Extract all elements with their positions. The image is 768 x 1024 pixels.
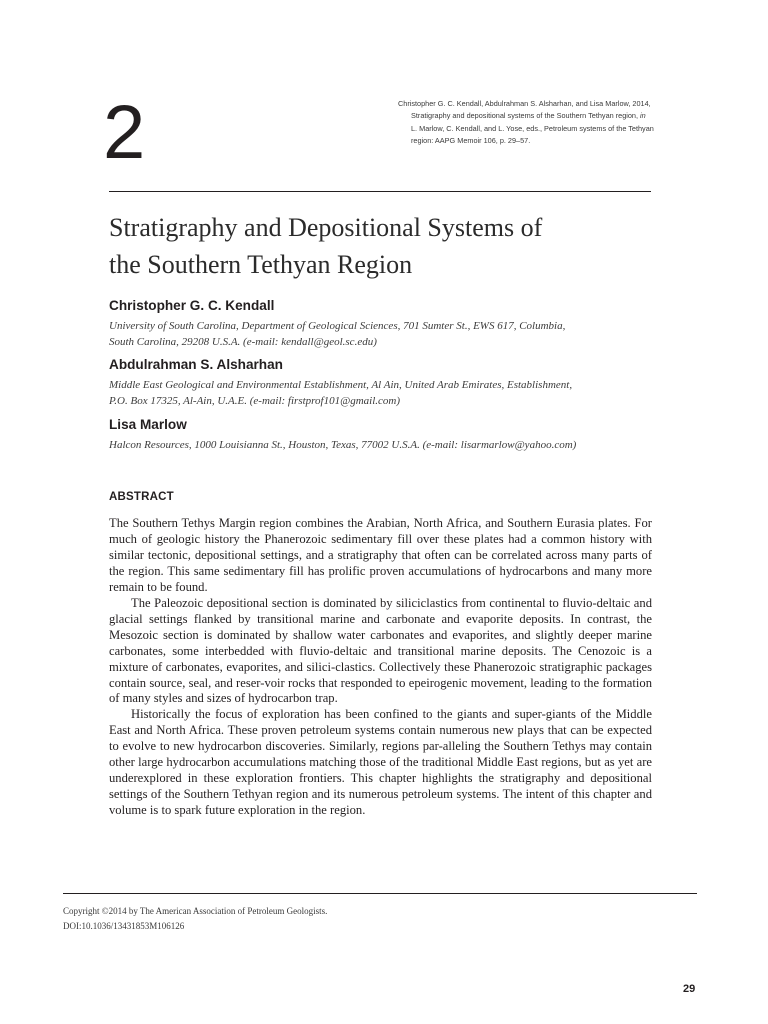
copyright-notice: Copyright ©2014 by The American Association of Petroleum Geologists. — [63, 906, 328, 916]
author-affiliation-marlow — [109, 437, 669, 453]
doi-text: DOI:10.1036/13431853M106126 — [63, 921, 185, 931]
citation-line-2 — [398, 110, 648, 122]
page-number: 29 — [683, 983, 696, 995]
author-affiliation-alsharhan — [109, 377, 669, 409]
affiliation-line: University of South Carolina, Department of Geological Sciences, 701 Sumter St., EWS 617, Columbia, — [109, 320, 566, 332]
author-affiliation-kendall — [109, 318, 669, 350]
abstract-paragraph-3: Historically the focus of exploration has been confined to the giants and super-giants of the Middle East and North Africa. These proven petroleum systems contain numerous new plays that can be expected to evolve to new hydrocarbon discoveries. Similarly, regions par-alleling the Southern Tethys may contain other large hydrocarbon accumulations matching those of the traditional Middle East regions, but as yet are underexplored in these exploration frontiers. This chapter highlights the stratigraphy and depositional settings of the Southern Tethyan region and its numerous petroleum systems. The intent of this chapter and volume is to spark future exploration in the region. — [109, 707, 652, 818]
chapter-title-line-2: the Southern Tethyan Region — [109, 250, 413, 279]
title-divider — [109, 191, 651, 192]
affiliation-line: Halcon Resources, 1000 Louisianna St., Houston, Texas, 77002 U.S.A. (e-mail: lisarmarlow@yahoo.com) — [109, 439, 577, 451]
footer-divider — [63, 893, 697, 894]
citation-in-italic: in — [638, 111, 646, 121]
citation-line-3: L. Marlow, C. Kendall, and L. Yose, eds., Petroleum systems of the Tethyan — [411, 123, 654, 133]
affiliation-line: Middle East Geological and Environmental Establishment, Al Ain, United Arab Emirates, Establishment, — [109, 379, 573, 391]
author-name-kendall: Christopher G. C. Kendall — [109, 298, 275, 313]
affiliation-line: South Carolina, 29208 U.S.A. (e-mail: kendall@geol.sc.edu) — [109, 336, 377, 348]
chapter-title-line-1: Stratigraphy and Depositional Systems of — [109, 213, 543, 242]
citation-line-2-text: Stratigraphy and depositional systems of the Southern Tethyan region, — [411, 111, 639, 121]
citation-line-4: region: AAPG Memoir 106, p. 29–57. — [411, 135, 531, 145]
abstract-paragraph-2: The Paleozoic depositional section is dominated by siliciclastics from continental to fluvio-deltaic and glacial settings flanked by transitional marine and carbonate and evaporite deposits. In contrast, the Mesozoic section is dominated by shallow water carbonates and evaporites, and slightly deeper marine carbonates, some interbedded with fluvio-deltaic and transitional marine deposits. The Cenozoic is a mixture of carbonates, evaporites, and silici-clastics. Collectively these Phanerozoic stratigraphic packages contain source, seal, and reser-voir rocks that responded to epeirogenic movement, leading to the formation of many styles and sizes of hydrocarbon trap. — [109, 595, 652, 706]
chapter-title — [109, 209, 669, 283]
author-name-marlow: Lisa Marlow — [109, 417, 187, 432]
citation-line-1: Christopher G. C. Kendall, Abdulrahman S. Alsharhan, and Lisa Marlow, 2014, — [398, 99, 651, 108]
abstract-paragraph-1: The Southern Tethys Margin region combines the Arabian, North Africa, and Southern Eurasia plates. For much of geologic history the Phanerozoic sedimentary fill over these plates had a common history with similar tectonic, depositional settings, and a stratigraphy that often can be correlated across many parts of the region. This same sedimentary fill has prolific proven accumulations of hydrocarbons and many more remain to be found. — [109, 516, 652, 594]
abstract-body — [109, 516, 652, 819]
abstract-heading: ABSTRACT — [109, 491, 174, 503]
affiliation-line: P.O. Box 17325, Al-Ain, U.A.E. (e-mail: firstprof101@gmail.com) — [109, 395, 400, 407]
author-name-alsharhan: Abdulrahman S. Alsharhan — [109, 357, 283, 372]
citation-block — [398, 98, 654, 147]
chapter-number: 2 — [103, 90, 146, 175]
